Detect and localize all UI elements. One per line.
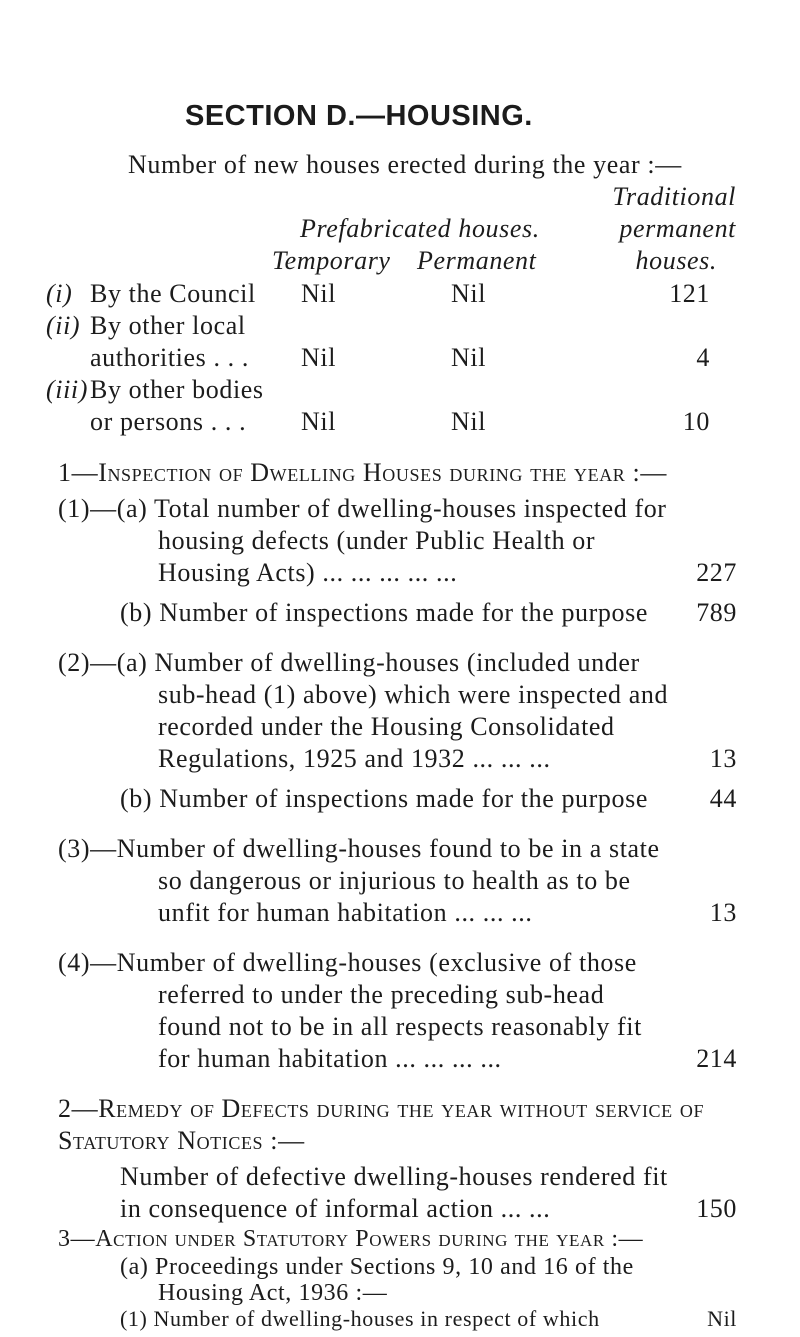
item-2b-value: 44 — [709, 784, 737, 813]
item-4-text: found not to be in all respects reasonably fit — [158, 1012, 642, 1041]
item-3-text: (3)—Number of dwelling-houses found to be in a state — [58, 834, 660, 863]
row-label-continued: authorities . . . — [90, 343, 249, 372]
item-1a-text: (1)—(a) Total number of dwelling-houses inspected for — [58, 494, 667, 523]
section3-item-1: (1) Number of dwelling-houses in respect of which — [120, 1306, 600, 1331]
section2-heading: 2—Remedy of Defects during the year without service of — [58, 1094, 705, 1123]
item-4-text: for human habitation ... ... ... ... — [158, 1044, 502, 1073]
header-prefabricated: Prefabricated houses. — [300, 214, 540, 243]
header-traditional-line3: houses. — [635, 246, 717, 275]
section3-value: Nil — [707, 1306, 737, 1331]
row-label-continued: or persons . . . — [90, 407, 247, 436]
row-label: By other local — [90, 311, 246, 340]
header-permanent: Permanent — [417, 246, 537, 275]
item-2a-text: Regulations, 1925 and 1932 ... ... ... — [158, 744, 551, 773]
row-temporary: Nil — [301, 407, 337, 436]
item-3-value: 13 — [709, 898, 737, 927]
row-traditional: 10 — [682, 407, 710, 436]
row-temporary: Nil — [301, 279, 337, 308]
item-1a-text: housing defects (under Public Health or — [158, 526, 596, 555]
row-traditional: 4 — [696, 343, 710, 372]
section2-text: in consequence of informal action ... ... — [120, 1194, 551, 1223]
row-temporary: Nil — [301, 343, 337, 372]
row-number: (ii) — [46, 311, 81, 340]
row-permanent: Nil — [451, 279, 487, 308]
item-1b-value: 789 — [696, 598, 737, 627]
section1-heading: 1—Inspection of Dwelling Houses during the year :— — [58, 458, 667, 487]
row-traditional: 121 — [669, 279, 710, 308]
row-permanent: Nil — [451, 407, 487, 436]
row-number: (iii) — [46, 375, 88, 404]
intro-text: Number of new houses erected during the year :— — [128, 150, 682, 179]
section3-heading: 3—Action under Statutory Powers during the year :— — [58, 1226, 644, 1252]
item-2a-text: recorded under the Housing Consolidated — [158, 712, 615, 741]
row-label: By other bodies — [90, 375, 264, 404]
header-temporary: Temporary — [272, 246, 391, 275]
section3-item-a: (a) Proceedings under Sections 9, 10 and 16 of the — [120, 1254, 634, 1280]
item-2a-value: 13 — [709, 744, 737, 773]
page-title: SECTION D.—HOUSING. — [185, 100, 533, 132]
item-1b-text: (b) Number of inspections made for the purpose — [120, 598, 648, 627]
section2-heading: Statutory Notices :— — [58, 1126, 305, 1155]
item-4-value: 214 — [696, 1044, 737, 1073]
item-3-text: unfit for human habitation ... ... ... — [158, 898, 533, 927]
item-4-text: (4)—Number of dwelling-houses (exclusive of those — [58, 948, 637, 977]
section2-value: 150 — [696, 1194, 737, 1223]
item-3-text: so dangerous or injurious to health as to be — [158, 866, 631, 895]
row-permanent: Nil — [451, 343, 487, 372]
header-traditional-line1: Traditional — [612, 182, 736, 211]
item-1a-text: Housing Acts) ... ... ... ... ... — [158, 558, 458, 587]
row-label: By the Council — [90, 279, 256, 308]
section2-text: Number of defective dwelling-houses rendered fit — [120, 1162, 668, 1191]
item-1a-value: 227 — [696, 558, 737, 587]
item-2a-text: (2)—(a) Number of dwelling-houses (included under — [58, 648, 640, 677]
item-2b-text: (b) Number of inspections made for the purpose — [120, 784, 648, 813]
item-4-text: referred to under the preceding sub-head — [158, 980, 605, 1009]
header-traditional-line2: permanent — [619, 214, 736, 243]
item-2a-text: sub-head (1) above) which were inspected and — [158, 680, 669, 709]
row-number: (i) — [46, 279, 73, 308]
section3-item-a: Housing Act, 1936 :— — [158, 1280, 388, 1306]
